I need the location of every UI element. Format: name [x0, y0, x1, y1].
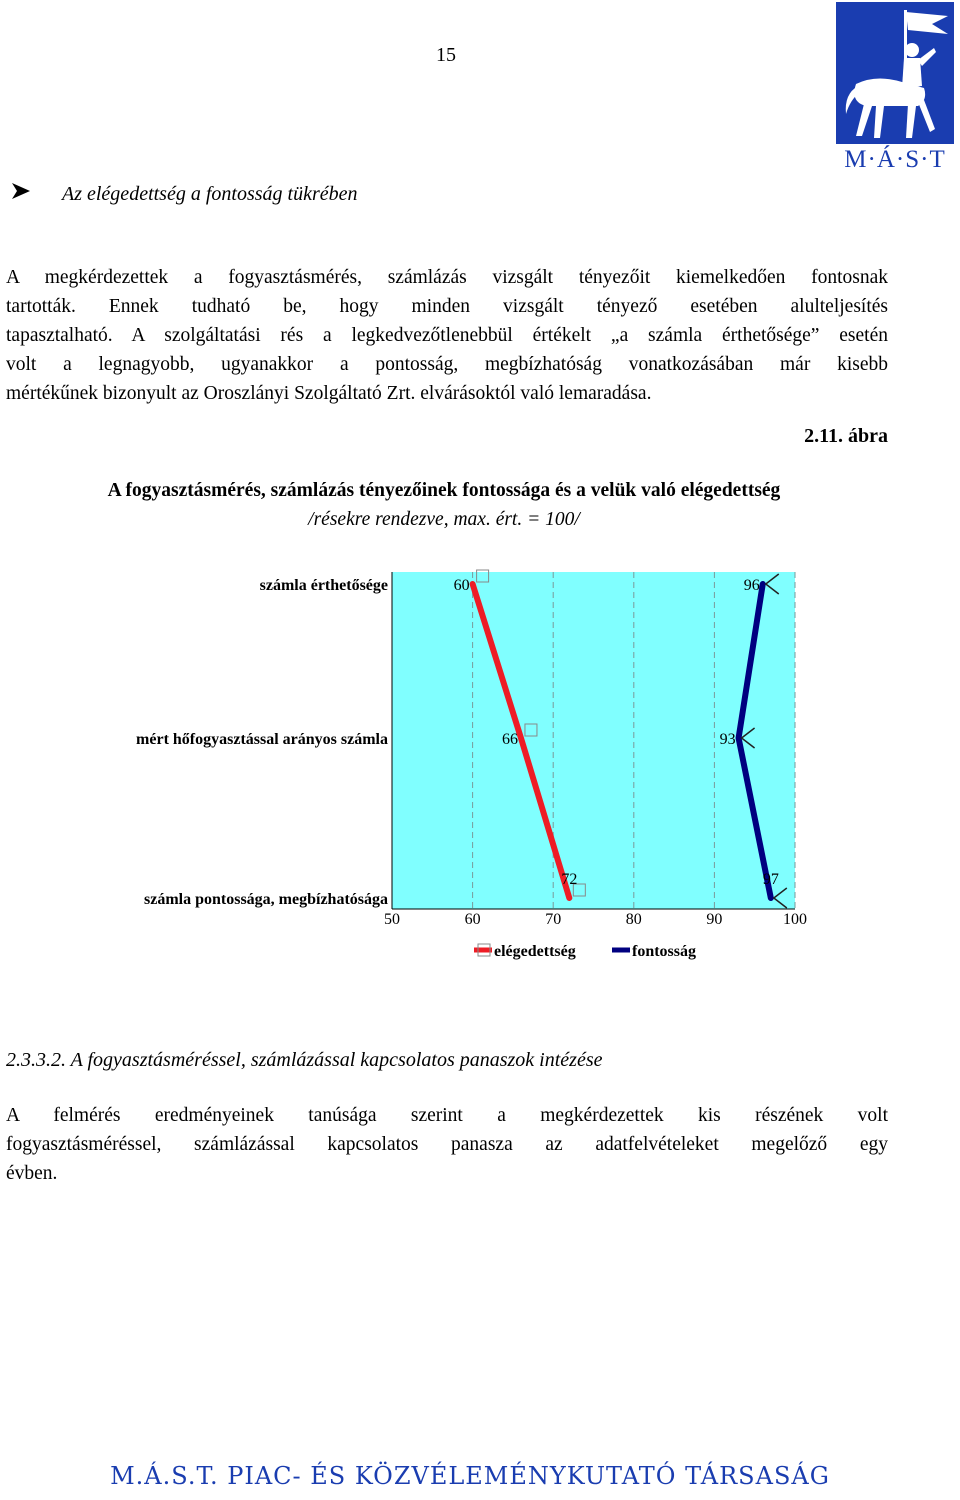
page-number: 15: [436, 44, 456, 66]
paragraph-line: A felmérés eredményeinek tanúsága szerint a megkérdezettek kis részének volt: [6, 1105, 888, 1126]
paragraph-2: [6, 1101, 888, 1188]
section-title: [10, 182, 358, 206]
logo-text: M·Á·S·T: [844, 146, 946, 173]
paragraph-line: tapasztalható. A szolgáltatási rés a legkedvezőtlenebbül értékelt „a számla érthetősége” esetén: [6, 325, 888, 346]
paragraph-line: mértékűnek bizonyult az Oroszlányi Szolgáltató Zrt. elvárásoktól való lemaradása.: [6, 383, 652, 404]
data-label: 66: [501, 731, 518, 748]
x-tick-label: 80: [625, 911, 642, 928]
centaur-emblem-icon: [836, 2, 954, 144]
data-label: 72: [561, 871, 578, 888]
data-label: 97: [762, 871, 779, 888]
figure-subtitle: /résekre rendezve, max. ért. = 100/: [308, 509, 580, 530]
paragraph-line: volt a legnagyobb, ugyanakkor a pontosság, megbízhatóság vonatkozásában már kisebb: [6, 354, 888, 375]
dumbbell-chart: [0, 540, 960, 980]
x-tick-label: 70: [545, 911, 562, 928]
legend-label: fontosság: [632, 943, 697, 960]
mast-logo: [832, 2, 958, 176]
arrow-bullet-icon: [10, 182, 62, 206]
paragraph-line: A megkérdezettek a fogyasztásmérés, számlázás vizsgált tényezőit kiemelkedően fontosnak: [6, 267, 888, 288]
figure-number: 2.11. ábra: [804, 425, 888, 447]
x-tick-label: 60: [464, 911, 481, 928]
paragraph-line: fogyasztásméréssel, számlázással kapcsolatos panasza az adatfelvételeket megelőző egy: [6, 1134, 888, 1155]
paragraph-line: évben.: [6, 1163, 58, 1184]
data-label: 96: [743, 577, 760, 594]
x-tick-label: 90: [706, 911, 723, 928]
x-tick-label: 100: [783, 911, 807, 928]
x-tick-label: 50: [384, 911, 400, 928]
figure-title: A fogyasztásmérés, számlázás tényezőinek fontossága és a velük való elégedettség: [107, 480, 781, 501]
footer: M.Á.S.T. PIAC- ÉS KÖZVÉLEMÉNYKUTATÓ TÁRSASÁG: [110, 1462, 830, 1490]
legend-label: elégedettség: [494, 943, 576, 960]
section-title-text: Az elégedettség a fontosság tükrében: [62, 183, 358, 205]
paragraph-1: [6, 263, 888, 408]
subsection-title: 2.3.3.2. A fogyasztásméréssel, számlázással kapcsolatos panaszok intézése: [6, 1049, 603, 1071]
data-label: 93: [719, 731, 736, 748]
paragraph-line: tartották. Ennek tudható be, hogy minden vizsgált tényező esetében alulteljesítés: [6, 296, 888, 317]
category-label: mért hőfogyasztással arányos számla: [136, 731, 388, 748]
data-label: 60: [453, 577, 470, 594]
category-label: számla érthetősége: [259, 577, 388, 594]
category-label: számla pontossága, megbízhatósága: [143, 891, 388, 908]
